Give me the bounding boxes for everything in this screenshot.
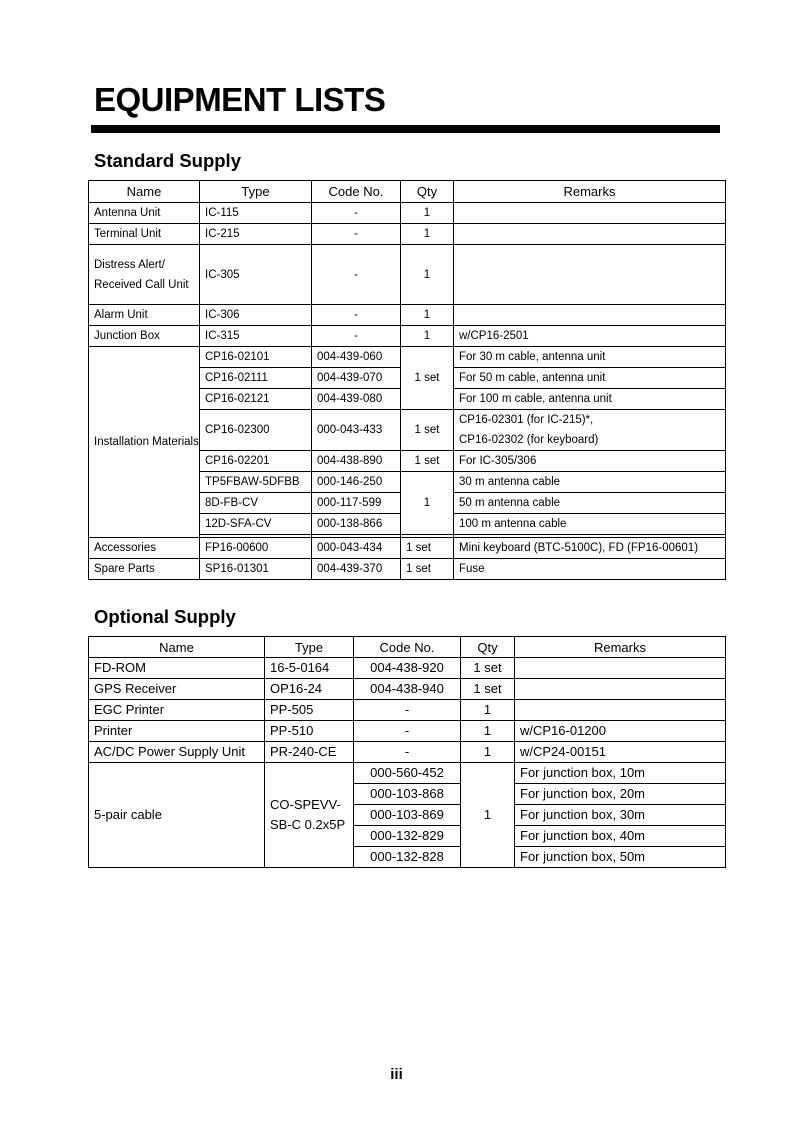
- table-row: [89, 224, 726, 245]
- cell-code: 000-043-433: [312, 410, 401, 451]
- cell-code: 004-439-370: [312, 559, 401, 580]
- cell-qty: 1: [401, 472, 454, 535]
- cell-remarks: 50 m antenna cable: [454, 493, 726, 514]
- cell-code: -: [312, 245, 401, 305]
- cell-code: 000-103-868: [354, 784, 461, 805]
- cell-remarks: For junction box, 20m: [515, 784, 726, 805]
- cell-type: CP16-02121: [200, 389, 312, 410]
- cell-qty: 1: [461, 763, 515, 868]
- cell-type: CP16-02300: [200, 410, 312, 451]
- cell-qty: 1 set: [401, 410, 454, 451]
- cell-qty: 1 set: [401, 347, 454, 410]
- title-rule: [91, 125, 720, 133]
- cell-name: GPS Receiver: [89, 679, 265, 700]
- cell-qty: 1: [401, 203, 454, 224]
- cell-name: AC/DC Power Supply Unit: [89, 742, 265, 763]
- cell-type: IC-115: [200, 203, 312, 224]
- cell-name: Terminal Unit: [89, 224, 200, 245]
- type-line: CO-SPEVV-: [270, 797, 341, 812]
- standard-supply-heading: Standard Supply: [94, 150, 241, 171]
- cell-code: 000-138-866: [312, 514, 401, 535]
- header-type: Type: [200, 181, 312, 203]
- cell-qty: 1: [401, 245, 454, 305]
- cell-qty: 1 set: [401, 538, 454, 559]
- cell-remarks: For 100 m cable, antenna unit: [454, 389, 726, 410]
- cell-code: 004-439-060: [312, 347, 401, 368]
- standard-supply-table: [88, 180, 726, 580]
- cell-code: 000-132-829: [354, 826, 461, 847]
- cell-type: IC-305: [200, 245, 312, 305]
- cell-remarks: [515, 700, 726, 721]
- cell-remarks: For IC-305/306: [454, 451, 726, 472]
- cell-qty: 1 set: [461, 679, 515, 700]
- table-row: [89, 700, 726, 721]
- optional-supply-table: [88, 636, 726, 868]
- header-type: Type: [265, 637, 354, 658]
- cell-remarks: [454, 245, 726, 305]
- cell-code: -: [312, 305, 401, 326]
- cell-remarks: For 50 m cable, antenna unit: [454, 368, 726, 389]
- cell-code: 000-103-869: [354, 805, 461, 826]
- cell-code: 000-132-828: [354, 847, 461, 868]
- header-name: Name: [89, 181, 200, 203]
- cell-remarks: For junction box, 10m: [515, 763, 726, 784]
- table-header-row: [89, 637, 726, 658]
- cell-qty: 1: [401, 305, 454, 326]
- cell-remarks: [454, 410, 726, 451]
- cell-type: IC-306: [200, 305, 312, 326]
- cell-remarks: [515, 658, 726, 679]
- type-line: SB-C 0.2x5P: [270, 817, 346, 832]
- table-row: [89, 763, 726, 784]
- cell-qty: 1: [401, 224, 454, 245]
- header-name: Name: [89, 637, 265, 658]
- cell-type: SP16-01301: [200, 559, 312, 580]
- page-title: EQUIPMENT LISTS: [94, 81, 386, 118]
- cell-remarks: [454, 224, 726, 245]
- cell-code: -: [354, 742, 461, 763]
- cell-name: Distress Alert/ Received Call Unit: [89, 245, 200, 305]
- cell-code: -: [312, 326, 401, 347]
- optional-supply-heading: Optional Supply: [94, 606, 236, 627]
- cell-remarks: w/CP16-01200: [515, 721, 726, 742]
- cell-type: 16-5-0164: [265, 658, 354, 679]
- table-row: [89, 658, 726, 679]
- cell-type-cable: [265, 763, 354, 868]
- cell-type: 12D-SFA-CV: [200, 514, 312, 535]
- cell-name: Accessories: [89, 538, 200, 559]
- cell-qty: 1 set: [401, 559, 454, 580]
- cell-type: PR-240-CE: [265, 742, 354, 763]
- cell-type: PP-505: [265, 700, 354, 721]
- cell-name: EGC Printer: [89, 700, 265, 721]
- cell-name-cable: 5-pair cable: [89, 763, 265, 868]
- cell-type: FP16-00600: [200, 538, 312, 559]
- cell-qty: 1: [461, 742, 515, 763]
- cell-code: -: [312, 203, 401, 224]
- cell-remarks: For junction box, 30m: [515, 805, 726, 826]
- cell-code: -: [354, 700, 461, 721]
- cell-name: Alarm Unit: [89, 305, 200, 326]
- cell-code: 004-439-080: [312, 389, 401, 410]
- remarks-line: CP16-02302 (for keyboard): [459, 434, 599, 446]
- cell-name: FD-ROM: [89, 658, 265, 679]
- cell-qty: 1: [461, 721, 515, 742]
- table-row: [89, 326, 726, 347]
- cell-qty: 1: [401, 326, 454, 347]
- table-row: [89, 742, 726, 763]
- cell-name: Printer: [89, 721, 265, 742]
- table-header-row: [89, 181, 726, 203]
- cell-type: OP16-24: [265, 679, 354, 700]
- cell-type: CP16-02201: [200, 451, 312, 472]
- cell-code: 000-146-250: [312, 472, 401, 493]
- cell-code: 004-438-890: [312, 451, 401, 472]
- cell-type: IC-215: [200, 224, 312, 245]
- cell-remarks: For junction box, 40m: [515, 826, 726, 847]
- cell-qty: 1: [461, 700, 515, 721]
- cell-name: Spare Parts: [89, 559, 200, 580]
- cell-type: PP-510: [265, 721, 354, 742]
- page-number: iii: [390, 1066, 403, 1083]
- header-qty: Qty: [401, 181, 454, 203]
- cell-remarks: w/CP24-00151: [515, 742, 726, 763]
- cell-qty: 1 set: [401, 451, 454, 472]
- cell-code: 000-043-434: [312, 538, 401, 559]
- header-qty: Qty: [461, 637, 515, 658]
- cell-code: -: [354, 721, 461, 742]
- cell-code: 000-560-452: [354, 763, 461, 784]
- cell-code: 004-438-940: [354, 679, 461, 700]
- cell-remarks: For junction box, 50m: [515, 847, 726, 868]
- cell-type: CP16-02101: [200, 347, 312, 368]
- table-row: [89, 347, 726, 368]
- cell-remarks: [515, 679, 726, 700]
- table-row: [89, 538, 726, 559]
- cell-code: 004-438-920: [354, 658, 461, 679]
- header-remarks: Remarks: [515, 637, 726, 658]
- cell-remarks: Fuse: [454, 559, 726, 580]
- cell-code: 000-117-599: [312, 493, 401, 514]
- cell-remarks: [454, 305, 726, 326]
- header-code: Code No.: [354, 637, 461, 658]
- cell-name: Antenna Unit: [89, 203, 200, 224]
- cell-type: 8D-FB-CV: [200, 493, 312, 514]
- header-code: Code No.: [312, 181, 401, 203]
- cell-type: TP5FBAW-5DFBB: [200, 472, 312, 493]
- table-row: [89, 679, 726, 700]
- cell-name-installation: Installation Materials: [89, 347, 200, 538]
- cell-remarks: w/CP16-2501: [454, 326, 726, 347]
- cell-code: 004-439-070: [312, 368, 401, 389]
- cell-name: Junction Box: [89, 326, 200, 347]
- table-row: [89, 721, 726, 742]
- cell-remarks: Mini keyboard (BTC-5100C), FD (FP16-00601): [454, 538, 726, 559]
- table-row: [89, 305, 726, 326]
- header-remarks: Remarks: [454, 181, 726, 203]
- cell-remarks: For 30 m cable, antenna unit: [454, 347, 726, 368]
- cell-type: IC-315: [200, 326, 312, 347]
- cell-qty: 1 set: [461, 658, 515, 679]
- cell-type: CP16-02111: [200, 368, 312, 389]
- cell-code: -: [312, 224, 401, 245]
- cell-remarks: [454, 203, 726, 224]
- table-row: [89, 203, 726, 224]
- table-row: [89, 559, 726, 580]
- table-row: [89, 245, 726, 305]
- remarks-line: CP16-02301 (for IC-215)*,: [459, 414, 594, 426]
- cell-remarks: 100 m antenna cable: [454, 514, 726, 535]
- cell-remarks: 30 m antenna cable: [454, 472, 726, 493]
